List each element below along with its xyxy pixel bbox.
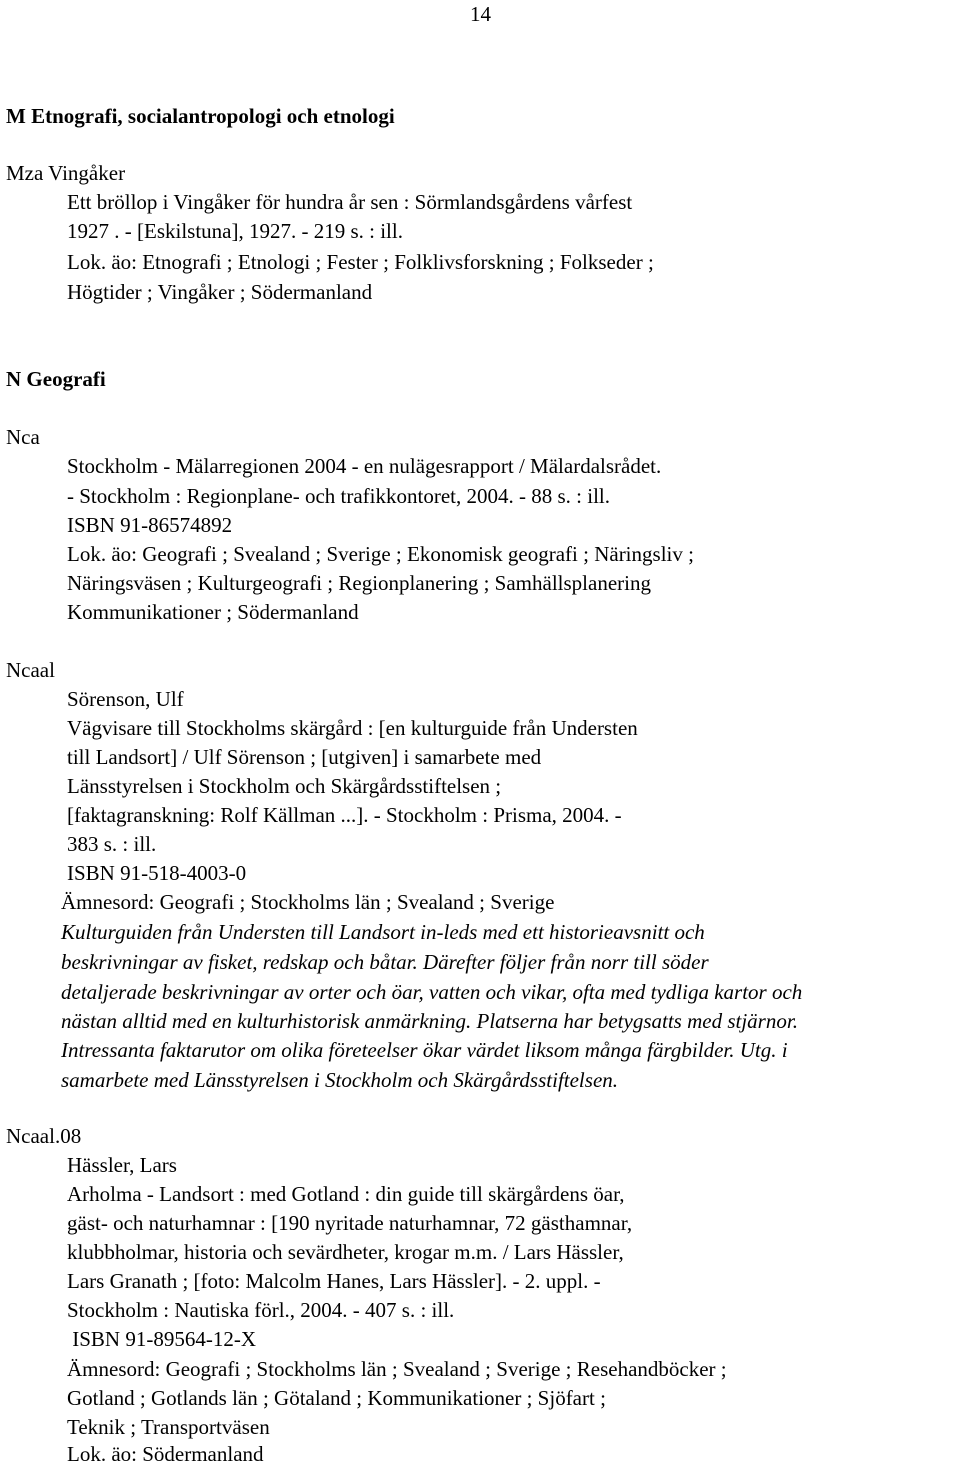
record-line: Gotland ; Gotlands län ; Götaland ; Kommunikationer ; Sjöfart ; bbox=[67, 1386, 606, 1410]
record-line: klubbholmar, historia och sevärdheter, krogar m.m. / Lars Hässler, bbox=[67, 1240, 624, 1264]
record-line: Kommunikationer ; Södermanland bbox=[67, 600, 359, 624]
class-label: Nca bbox=[6, 425, 40, 449]
record-line: Teknik ; Transportväsen bbox=[67, 1415, 270, 1439]
record-line: Högtider ; Vingåker ; Södermanland bbox=[67, 280, 373, 304]
record-line: Stockholm : Nautiska förl., 2004. - 407 s. : ill. bbox=[67, 1298, 455, 1322]
record-line: ISBN 91-86574892 bbox=[67, 513, 233, 537]
class-label: Ncaal.08 bbox=[6, 1124, 82, 1148]
record-line: - Stockholm : Regionplane- och trafikkontoret, 2004. - 88 s. : ill. bbox=[67, 484, 610, 508]
record-line: Lok. äo: Etnografi ; Etnologi ; Fester ; Folklivsforskning ; Folkseder ; bbox=[67, 250, 654, 274]
annotation-line: samarbete med Länsstyrelsen i Stockholm och Skärgårdsstiftelsen. bbox=[61, 1068, 619, 1092]
annotation-line: Intressanta faktarutor om olika företeelser ökar värdet liksom många färgbilder. Utg. i bbox=[61, 1038, 788, 1062]
class-label: Mza Vingåker bbox=[6, 161, 126, 185]
record-line: 1927 . - [Eskilstuna], 1927. - 219 s. : ill. bbox=[67, 219, 403, 243]
record-line: Stockholm - Mälarregionen 2004 - en nulägesrapport / Mälardalsrådet. bbox=[67, 454, 662, 478]
annotation-line: nästan alltid med en kulturhistorisk anmärkning. Platserna har betygsatts med stjärnor. bbox=[61, 1009, 798, 1033]
section-heading: N Geografi bbox=[6, 367, 106, 391]
record-line: Hässler, Lars bbox=[67, 1153, 177, 1177]
record-line: Vägvisare till Stockholms skärgård : [en kulturguide från Understen bbox=[67, 716, 638, 740]
page-number: 14 bbox=[470, 2, 491, 26]
annotation-line: detaljerade beskrivningar av orter och öar, vatten och vikar, ofta med tydliga kartor och bbox=[61, 980, 803, 1004]
section-heading: M Etnografi, socialantropologi och etnologi bbox=[6, 104, 395, 128]
record-line: Ett bröllop i Vingåker för hundra år sen : Sörmlandsgårdens vårfest bbox=[67, 190, 633, 214]
record-line: Näringsväsen ; Kulturgeografi ; Regionplanering ; Samhällsplanering bbox=[67, 571, 651, 595]
record-line: Sörenson, Ulf bbox=[67, 687, 184, 711]
record-line: Arholma - Landsort : med Gotland : din guide till skärgårdens öar, bbox=[67, 1182, 625, 1206]
record-line: Länsstyrelsen i Stockholm och Skärgårdsstiftelsen ; bbox=[67, 774, 502, 798]
record-line: [faktagranskning: Rolf Källman ...]. - Stockholm : Prisma, 2004. - bbox=[67, 803, 622, 827]
record-line: gäst- och naturhamnar : [190 nyritade naturhamnar, 72 gästhamnar, bbox=[67, 1211, 633, 1235]
record-line: Ämnesord: Geografi ; Stockholms län ; Svealand ; Sverige ; Resehandböcker ; bbox=[67, 1357, 727, 1381]
record-line: 383 s. : ill. bbox=[67, 832, 157, 856]
class-label: Ncaal bbox=[6, 658, 55, 682]
record-line: Lok. äo: Geografi ; Svealand ; Sverige ; Ekonomisk geografi ; Näringsliv ; bbox=[67, 542, 694, 566]
annotation-line: beskrivningar av fisket, redskap och båtar. Därefter följer från norr till söder bbox=[61, 950, 709, 974]
record-line: Ämnesord: Geografi ; Stockholms län ; Svealand ; Sverige bbox=[61, 890, 555, 914]
annotation-line: Kulturguiden från Understen till Landsort in-leds med ett historieavsnitt och bbox=[61, 920, 705, 944]
record-line: ISBN 91-89564-12-X bbox=[67, 1327, 256, 1351]
record-line: Lok. äo: Södermanland bbox=[67, 1442, 264, 1466]
record-line: ISBN 91-518-4003-0 bbox=[67, 861, 247, 885]
record-line: Lars Granath ; [foto: Malcolm Hanes, Lars Hässler]. - 2. uppl. - bbox=[67, 1269, 601, 1293]
record-line: till Landsort] / Ulf Sörenson ; [utgiven] i samarbete med bbox=[67, 745, 542, 769]
